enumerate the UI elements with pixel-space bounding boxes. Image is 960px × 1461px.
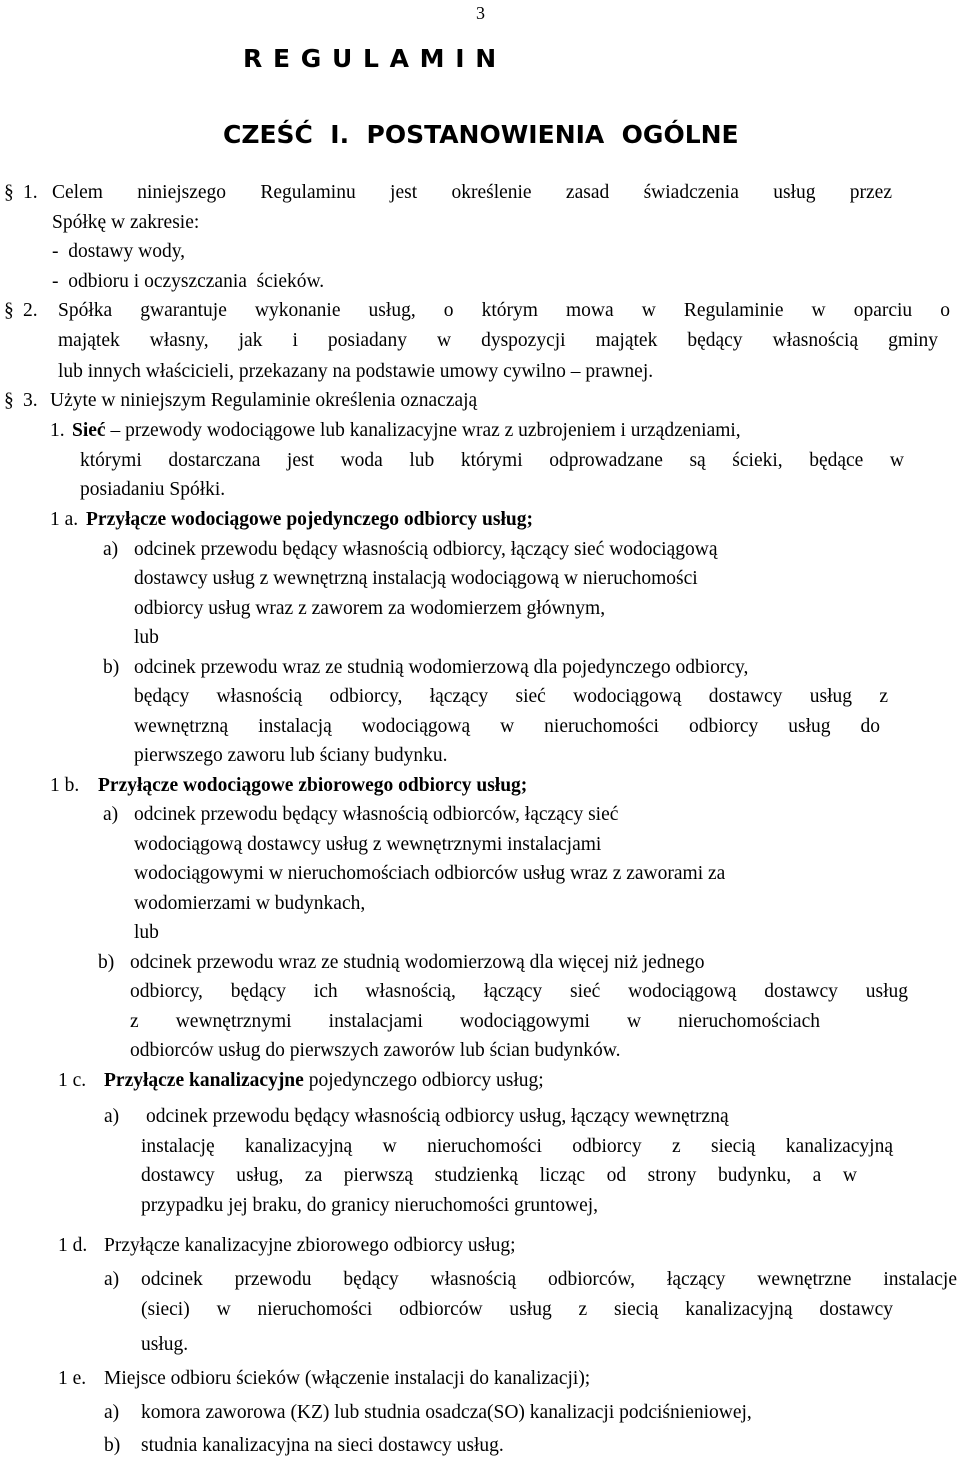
text-line: Spółkę w zakresie: bbox=[52, 212, 200, 233]
item-label: a) bbox=[103, 804, 119, 825]
item-label: a) bbox=[104, 1106, 120, 1127]
definition-term: Sieć bbox=[72, 420, 106, 441]
text-line: Spółka gwarantuje wykonanie usług, o którym mowa w Regulaminie w oparciu o bbox=[58, 300, 950, 321]
document-title: R E G U L A M I N bbox=[243, 44, 498, 73]
definition-term: Przyłącze wodociągowe zbiorowego odbiorcy usług; bbox=[98, 775, 528, 796]
item-label: b) bbox=[103, 657, 120, 678]
text-line: odcinek przewodu będący własnością odbiorców, łączący wewnętrzne instalacje bbox=[141, 1269, 957, 1290]
section-symbol: § bbox=[4, 300, 14, 321]
text-line: lub bbox=[134, 627, 159, 648]
item-label: b) bbox=[98, 952, 115, 973]
text-line: odbiorców usług do pierwszych zaworów lub ścian budynków. bbox=[130, 1040, 621, 1061]
text-line: studnia kanalizacyjna na sieci dostawcy usług. bbox=[141, 1435, 504, 1456]
text-line: posiadaniu Spółki. bbox=[80, 479, 226, 500]
text-line: pierwszego zaworu lub ściany budynku. bbox=[134, 745, 448, 766]
text-line: - dostawy wody, bbox=[52, 241, 186, 262]
definition-number: 1 c. bbox=[58, 1070, 87, 1091]
definition-term: Przyłącze kanalizacyjne bbox=[104, 1070, 304, 1091]
text-line: przypadku jej braku, do granicy nieruchomości gruntowej, bbox=[141, 1195, 599, 1216]
section-symbol: § bbox=[4, 182, 14, 203]
paragraph-number: 1. bbox=[23, 182, 38, 203]
text-line: Użyte w niniejszym Regulaminie określenia oznaczają bbox=[50, 390, 478, 411]
text-line: odcinek przewodu wraz ze studnią wodomierzową dla pojedynczego odbiorcy, bbox=[134, 657, 749, 678]
definition-number: 1 a. bbox=[50, 509, 79, 530]
text-line: instalację kanalizacyjną w nieruchomości odbiorcy z siecią kanalizacyjną bbox=[141, 1136, 893, 1157]
text-line: wodomierzami w budynkach, bbox=[134, 893, 366, 914]
text-line: wodociągowymi w nieruchomościach odbiorców usług wraz z zaworami za bbox=[134, 863, 726, 884]
item-label: a) bbox=[104, 1269, 120, 1290]
part-heading: CZEŚĆ I. POSTANOWIENIA OGÓLNE bbox=[223, 120, 739, 149]
text-line: - odbioru i oczyszczania ścieków. bbox=[52, 271, 325, 292]
text-line bbox=[72, 421, 741, 441]
definition-text: – przewody wodociągowe lub kanalizacyjne wraz z uzbrojeniem i urządzeniami, bbox=[105, 420, 741, 441]
text-line: będący własnością odbiorcy, łączący sieć wodociągową dostawcy usług z bbox=[134, 686, 888, 707]
text-line: odcinek przewodu będący własnością odbiorców, łączący sieć bbox=[134, 804, 619, 825]
text-line: odcinek przewodu będący własnością odbiorcy usług, łączący wewnętrzną bbox=[146, 1106, 729, 1127]
text-line bbox=[104, 1071, 544, 1091]
text-line: odcinek przewodu będący własnością odbiorcy, łączący sieć wodociągową bbox=[134, 539, 718, 560]
text-line: z wewnętrznymi instalacjami wodociągowymi w nieruchomościach bbox=[130, 1011, 820, 1032]
definition-number: 1 e. bbox=[58, 1368, 87, 1389]
text-line: wodociągową dostawcy usług z wewnętrznymi instalacjami bbox=[134, 834, 602, 855]
text-line: lub innych właścicieli, przekazany na podstawie umowy cywilno – prawnej. bbox=[58, 361, 654, 382]
text-line: lub bbox=[134, 922, 159, 943]
item-label: a) bbox=[103, 539, 119, 560]
text-line: którymi dostarczana jest woda lub którymi odprowadzane są ścieki, będące w bbox=[80, 450, 904, 471]
text-line: odbiorcy, będący ich własnością, łączący sieć wodociągową dostawcy usług bbox=[130, 981, 908, 1002]
text-line: dostawcy usług, za pierwszą studzienką licząc od strony budynku, a w bbox=[141, 1165, 857, 1186]
text-line: wewnętrzną instalacją wodociągową w nieruchomości odbiorcy usług do bbox=[134, 716, 880, 737]
paragraph-number: 3. bbox=[23, 390, 38, 411]
text-line: dostawcy usług z wewnętrzną instalacją wodociągową w nieruchomości bbox=[134, 568, 698, 589]
text-line: komora zaworowa (KZ) lub studnia osadcza(SO) kanalizacji podciśnieniowej, bbox=[141, 1402, 752, 1423]
page-number: 3 bbox=[476, 3, 485, 23]
definition-number: 1. bbox=[50, 420, 65, 441]
definition-term: Przyłącze wodociągowe pojedynczego odbiorcy usług; bbox=[86, 509, 533, 530]
text-line: (sieci) w nieruchomości odbiorców usług z siecią kanalizacyjną dostawcy bbox=[141, 1299, 893, 1320]
text-line: Celem niniejszego Regulaminu jest określenie zasad świadczenia usług przez bbox=[52, 182, 892, 203]
item-label: a) bbox=[104, 1402, 120, 1423]
definition-number: 1 d. bbox=[58, 1235, 88, 1256]
section-symbol: § bbox=[4, 390, 14, 411]
definition-number: 1 b. bbox=[50, 775, 80, 796]
definition-text: pojedynczego odbiorcy usług; bbox=[303, 1070, 544, 1091]
text-line: usług. bbox=[141, 1334, 189, 1355]
text-line: odbiorcy usług wraz z zaworem za wodomierzem głównym, bbox=[134, 598, 606, 619]
paragraph-number: 2. bbox=[23, 300, 38, 321]
item-label: b) bbox=[104, 1435, 121, 1456]
text-line: odcinek przewodu wraz ze studnią wodomierzową dla więcej niż jednego bbox=[130, 952, 705, 973]
text-line: majątek własny, jak i posiadany w dyspozycji majątek będący własnością gminy bbox=[58, 330, 938, 351]
text-line: Przyłącze kanalizacyjne zbiorowego odbiorcy usług; bbox=[104, 1235, 516, 1256]
text-line: Miejsce odbioru ścieków (włączenie instalacji do kanalizacji); bbox=[104, 1368, 591, 1389]
